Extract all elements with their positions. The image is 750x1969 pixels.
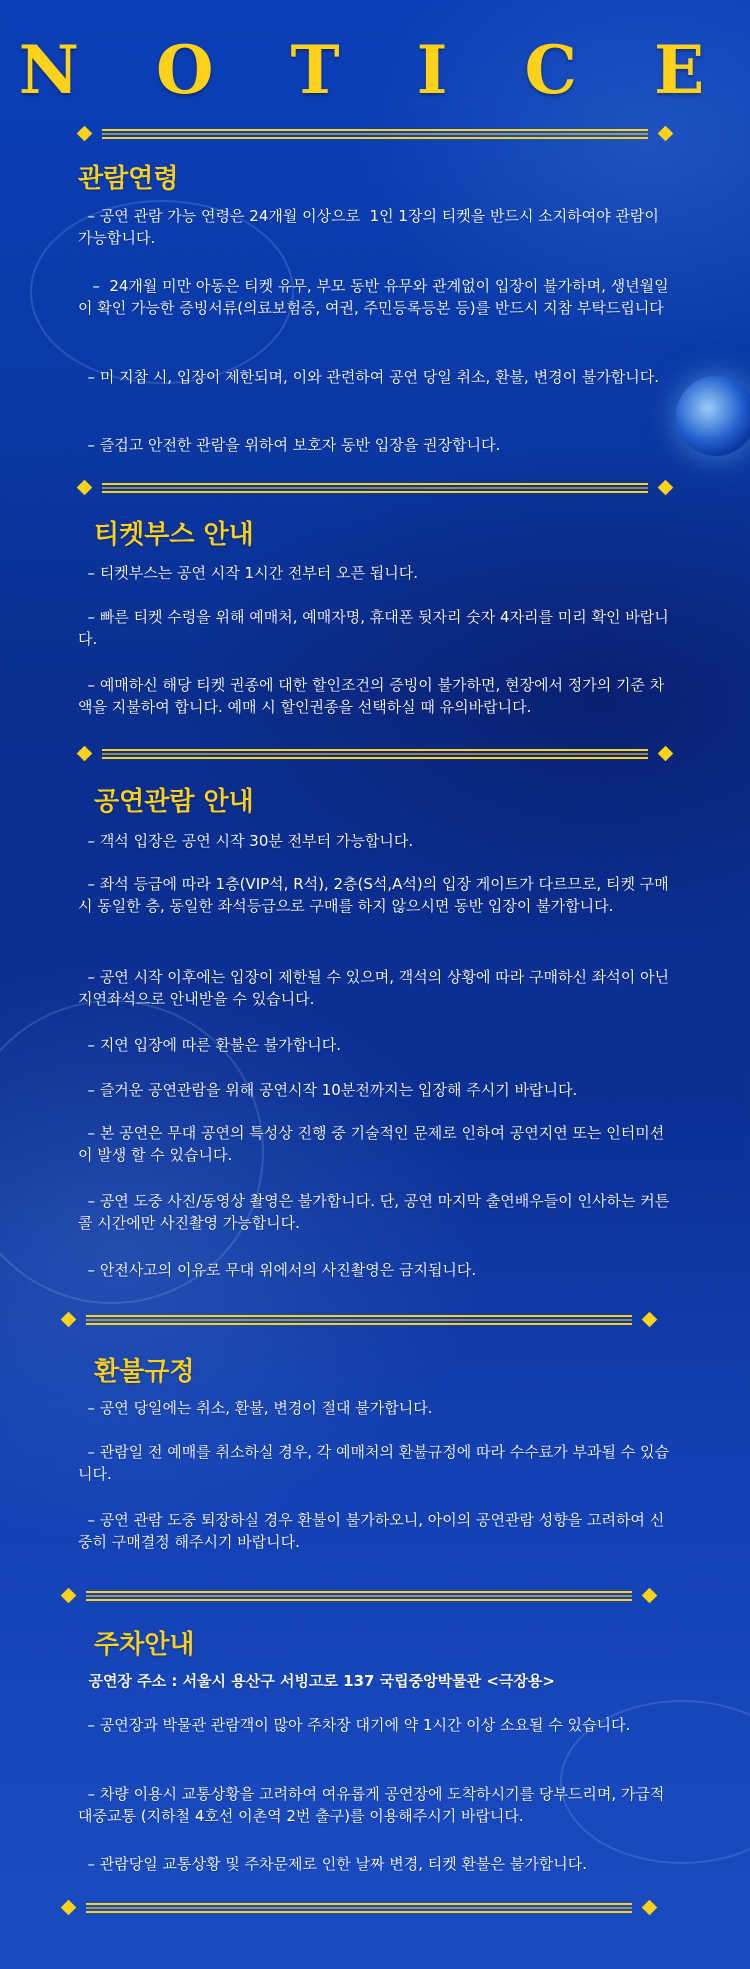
section-divider [60, 1900, 658, 1916]
notice-paragraph: – 관람일 전 예매를 취소하실 경우, 각 예매처의 환불규정에 따라 수수료가 부과될 수 있습니다. [78, 1443, 669, 1483]
section-title: 관람연령 [78, 164, 179, 194]
notice-paragraph: – 안전사고의 이유로 무대 위에서의 사진촬영은 금지됩니다. [78, 1261, 477, 1279]
glowing-orb-decoration [676, 376, 750, 456]
notice-paragraph: – 좌석 등급에 따라 1층(VIP석, R석), 2층(S석,A석)의 입장 게이트가 다르므로, 티켓 구매 시 동일한 층, 동일한 좌석등급으로 구매를 하지 않으시면 동반 입장이 불가합니다. [78, 875, 674, 915]
notice-paragraph: – 공연 도중 사진/동영상 촬영은 불가합니다. 단, 공연 마지막 출연배우들이 인사하는 커튼콜 시간에만 사진촬영 가능합니다. [78, 1192, 670, 1232]
notice-paragraph: – 관람당일 교통상황 및 주차문제로 인한 날짜 변경, 티켓 환불은 불가합니다. [78, 1855, 587, 1873]
notice-paragraph: – 예매하신 해당 티켓 권종에 대한 할인조건의 증빙이 불가하면, 현장에서 정가의 기준 차액을 지불하여 합니다. 예매 시 할인권종을 선택하실 때 유의바랍니다. [78, 676, 665, 716]
section-divider [76, 480, 674, 496]
notice-paragraph: – 즐거운 공연관람을 위해 공연시작 10분전까지는 입장해 주시기 바랍니다. [78, 1081, 578, 1099]
section-title: 주차안내 [94, 1630, 195, 1660]
notice-paragraph: – 빠른 티켓 수령을 위해 예매처, 예매자명, 휴대폰 뒷자리 숫자 4자리를 미리 확인 바랍니다. [78, 608, 669, 648]
notice-paragraph: – 즐겁고 안전한 관람을 위하여 보호자 동반 입장을 권장합니다. [78, 436, 501, 454]
section-title: 공연관람 안내 [94, 787, 254, 817]
notice-paragraph: – 공연 당일에는 취소, 환불, 변경이 절대 불가합니다. [78, 1399, 433, 1417]
venue-address: 공연장 주소 : 서울시 용산구 서빙고로 137 국립중앙박물관 <극장용> [78, 1672, 555, 1690]
section-divider [76, 126, 674, 142]
section-divider [60, 1312, 658, 1328]
notice-paragraph: – 공연장과 박물관 관람객이 많아 주차장 대기에 약 1시간 이상 소요될 수 있습니다. [78, 1716, 631, 1734]
notice-paragraph: – 지연 입장에 따른 환불은 불가합니다. [78, 1036, 342, 1054]
notice-paragraph: – 차량 이용시 교통상황을 고려하여 여유롭게 공연장에 도착하시기를 당부드리며, 가급적 대중교통 (지하철 4호선 이촌역 2번 출구)를 이용해주시기 바랍니다. [78, 1785, 670, 1825]
notice-paragraph: – 본 공연은 무대 공연의 특성상 진행 중 기술적인 문제로 인하여 공연지연 또는 인터미션이 발생 할 수 있습니다. [78, 1124, 665, 1164]
section-title: 환불규정 [94, 1357, 195, 1387]
page-title: N O T I C E [18, 31, 732, 109]
notice-paragraph: – 공연 관람 도중 퇴장하실 경우 환불이 불가하오니, 아이의 공연관람 성향을 고려하여 신중히 구매결정 해주시기 바랍니다. [78, 1511, 665, 1551]
notice-paragraph: – 미 지참 시, 입장이 제한되며, 이와 관련하여 공연 당일 취소, 환불, 변경이 불가합니다. [78, 368, 660, 386]
notice-paragraph: – 공연 시작 이후에는 입장이 제한될 수 있으며, 객석의 상황에 따라 구매하신 좌석이 아닌 지연좌석으로 안내받을 수 있습니다. [78, 968, 674, 1008]
section-divider [76, 746, 674, 762]
section-title: 티켓부스 안내 [94, 520, 254, 550]
section-divider [60, 1588, 658, 1604]
notice-paragraph: – 티켓부스는 공연 시작 1시간 전부터 오픈 됩니다. [78, 564, 419, 582]
notice-paragraph: – 공연 관람 가능 연령은 24개월 이상으로 1인 1장의 티켓을 반드시 소지하여야 관람이 가능합니다. [78, 207, 664, 247]
notice-paragraph: – 객석 입장은 공연 시작 30분 전부터 가능합니다. [78, 832, 414, 850]
notice-paragraph: – 24개월 미만 아동은 티켓 유무, 부모 동반 유무와 관계없이 입장이 불가하며, 생년월일이 확인 가능한 증빙서류(의료보험증, 여권, 주민등록등본 등)를 반드시 지참 부탁드립니다 [78, 277, 669, 317]
